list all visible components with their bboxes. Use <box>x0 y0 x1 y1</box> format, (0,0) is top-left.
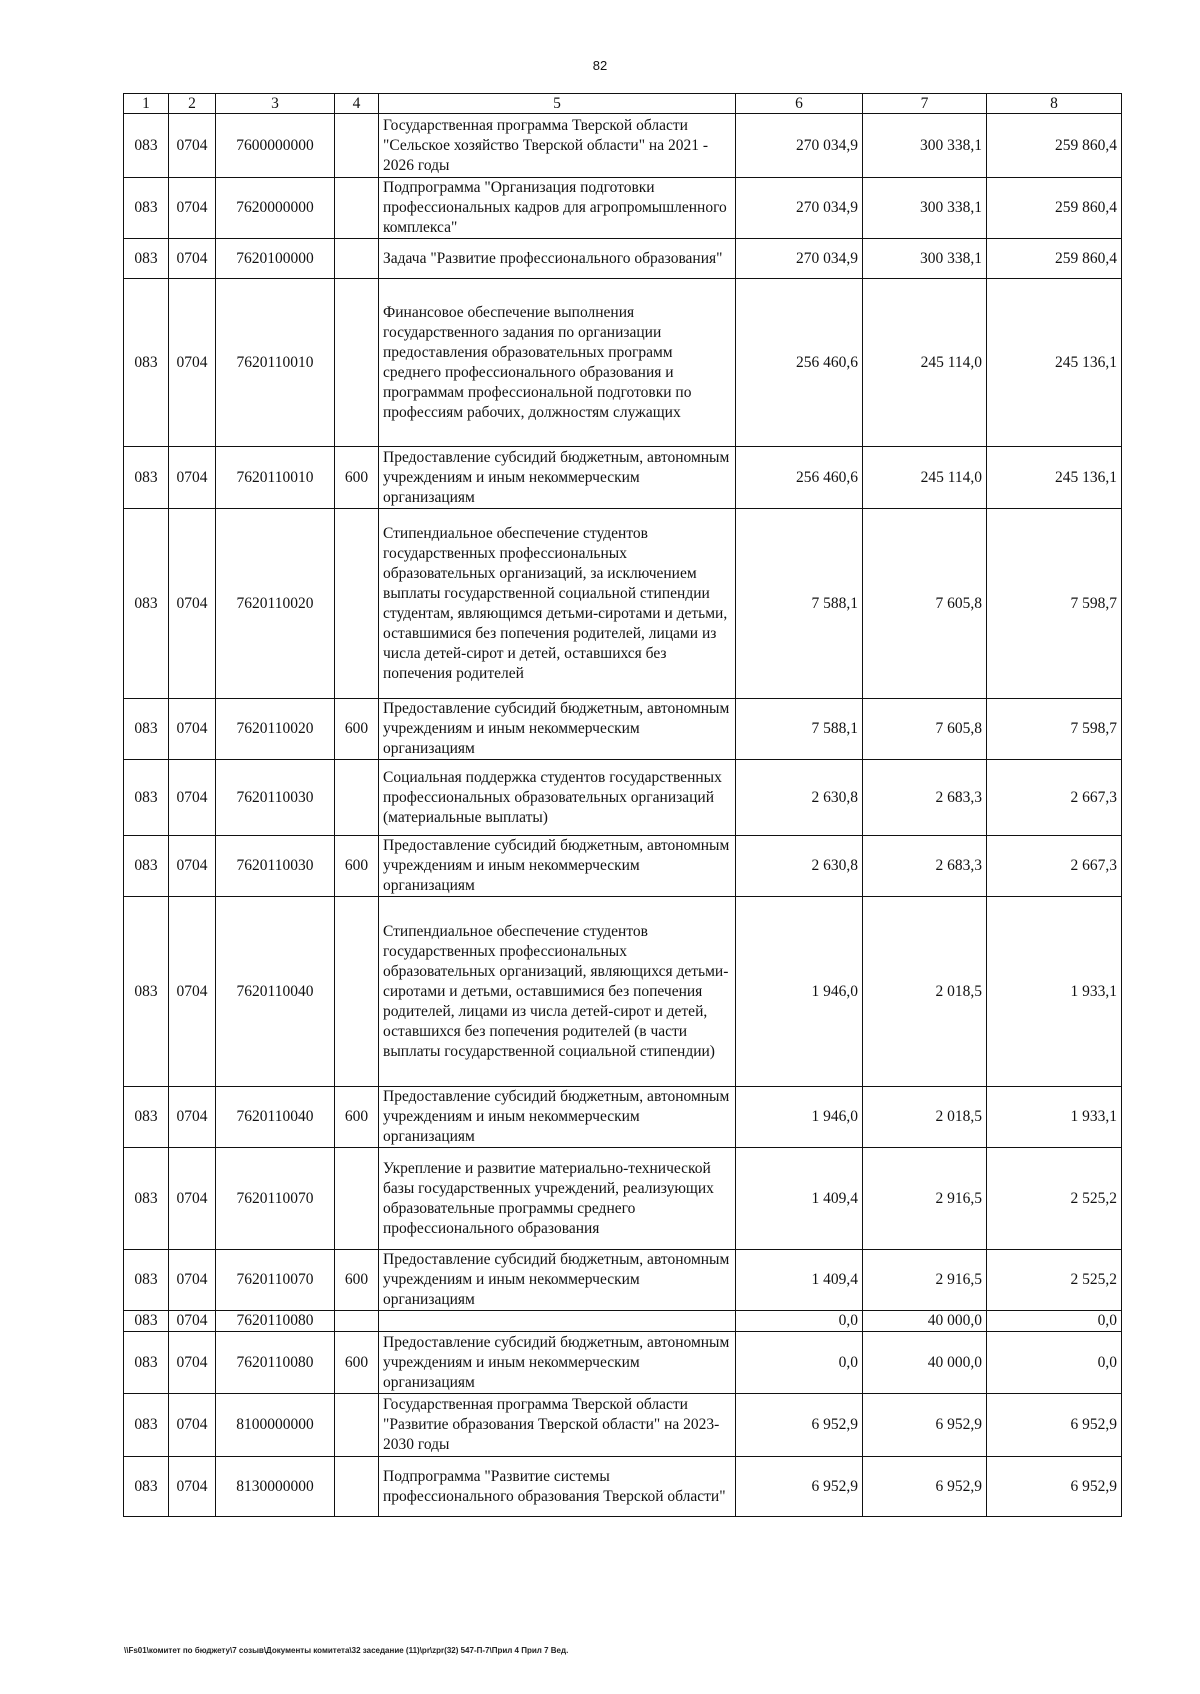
description-cell: Подпрограмма "Организация подготовки профессиональных кадров для агропромышленного комплекса" <box>379 178 736 239</box>
column-header: 6 <box>736 94 863 114</box>
table-row <box>124 178 1122 239</box>
target-article-cell: 7620100000 <box>216 239 335 279</box>
section-code-cell: 0704 <box>169 178 216 239</box>
section-code-cell: 0704 <box>169 1394 216 1457</box>
target-article-cell: 7620110040 <box>216 897 335 1087</box>
description-cell: Стипендиальное обеспечение студентов государственных профессиональных образовательных организаций, за исключением выплаты государственной социальной стипендии студентам, являющимся детьми-сиротами и детьми, оставшимися без попечения родителей, лицами из числа детей-сирот и детей, оставшихся без попечения родителей <box>379 509 736 699</box>
expense-type-cell <box>335 760 379 836</box>
column-header: 1 <box>124 94 169 114</box>
amount-col6-cell: 1 946,0 <box>736 897 863 1087</box>
target-article-cell: 7620110010 <box>216 279 335 447</box>
amount-col7-cell: 7 605,8 <box>863 699 987 760</box>
amount-col6-cell: 270 034,9 <box>736 114 863 178</box>
amount-col6-cell: 1 946,0 <box>736 1087 863 1148</box>
expense-type-cell <box>335 1394 379 1457</box>
amount-col6-cell: 6 952,9 <box>736 1457 863 1517</box>
table-row <box>124 447 1122 509</box>
department-code-cell: 083 <box>124 897 169 1087</box>
amount-col7-cell: 2 018,5 <box>863 897 987 1087</box>
description-cell: Предоставление субсидий бюджетным, автономным учреждениям и иным некоммерческим организациям <box>379 447 736 509</box>
expense-type-cell <box>335 279 379 447</box>
amount-col7-cell: 300 338,1 <box>863 178 987 239</box>
amount-col8-cell: 2 667,3 <box>987 836 1122 897</box>
expense-type-cell: 600 <box>335 1332 379 1394</box>
section-code-cell: 0704 <box>169 1457 216 1517</box>
description-cell: Социальная поддержка студентов государственных профессиональных образовательных организаций (материальные выплаты) <box>379 760 736 836</box>
amount-col7-cell: 2 683,3 <box>863 836 987 897</box>
expense-type-cell: 600 <box>335 1250 379 1311</box>
amount-col8-cell: 7 598,7 <box>987 699 1122 760</box>
department-code-cell: 083 <box>124 1087 169 1148</box>
section-code-cell: 0704 <box>169 114 216 178</box>
amount-col7-cell: 2 018,5 <box>863 1087 987 1148</box>
department-code-cell: 083 <box>124 1332 169 1394</box>
table-row <box>124 1457 1122 1517</box>
target-article-cell: 7620000000 <box>216 178 335 239</box>
department-code-cell: 083 <box>124 114 169 178</box>
expense-type-cell: 600 <box>335 699 379 760</box>
table-row <box>124 760 1122 836</box>
target-article-cell: 7620110070 <box>216 1250 335 1311</box>
description-cell: Укрепление и развитие материально-технической базы государственных учреждений, реализующих образовательные программы среднего профессионального образования <box>379 1148 736 1250</box>
target-article-cell: 7620110080 <box>216 1332 335 1394</box>
description-cell: Предоставление субсидий бюджетным, автономным учреждениям и иным некоммерческим организациям <box>379 1087 736 1148</box>
expense-type-cell <box>335 239 379 279</box>
target-article-cell: 7620110070 <box>216 1148 335 1250</box>
section-code-cell: 0704 <box>169 279 216 447</box>
description-cell <box>379 1311 736 1332</box>
target-article-cell: 8130000000 <box>216 1457 335 1517</box>
amount-col7-cell: 40 000,0 <box>863 1332 987 1394</box>
amount-col6-cell: 256 460,6 <box>736 279 863 447</box>
budget-table <box>123 93 1122 1517</box>
section-code-cell: 0704 <box>169 1148 216 1250</box>
department-code-cell: 083 <box>124 1250 169 1311</box>
amount-col6-cell: 1 409,4 <box>736 1148 863 1250</box>
amount-col8-cell: 2 525,2 <box>987 1250 1122 1311</box>
section-code-cell: 0704 <box>169 1087 216 1148</box>
department-code-cell: 083 <box>124 1311 169 1332</box>
department-code-cell: 083 <box>124 279 169 447</box>
department-code-cell: 083 <box>124 1148 169 1250</box>
amount-col6-cell: 1 409,4 <box>736 1250 863 1311</box>
table-row <box>124 279 1122 447</box>
amount-col7-cell: 245 114,0 <box>863 279 987 447</box>
table-row <box>124 699 1122 760</box>
description-cell: Государственная программа Тверской области "Развитие образования Тверской области" на 2023-2030 годы <box>379 1394 736 1457</box>
department-code-cell: 083 <box>124 1394 169 1457</box>
table-row <box>124 1311 1122 1332</box>
section-code-cell: 0704 <box>169 239 216 279</box>
target-article-cell: 7620110080 <box>216 1311 335 1332</box>
amount-col8-cell: 1 933,1 <box>987 897 1122 1087</box>
column-header: 3 <box>216 94 335 114</box>
amount-col7-cell: 2 916,5 <box>863 1148 987 1250</box>
table-row <box>124 1148 1122 1250</box>
amount-col6-cell: 270 034,9 <box>736 178 863 239</box>
amount-col7-cell: 40 000,0 <box>863 1311 987 1332</box>
amount-col8-cell: 1 933,1 <box>987 1087 1122 1148</box>
amount-col7-cell: 2 916,5 <box>863 1250 987 1311</box>
column-header: 8 <box>987 94 1122 114</box>
description-cell: Предоставление субсидий бюджетным, автономным учреждениям и иным некоммерческим организациям <box>379 1332 736 1394</box>
amount-col8-cell: 0,0 <box>987 1311 1122 1332</box>
section-code-cell: 0704 <box>169 699 216 760</box>
expense-type-cell <box>335 1311 379 1332</box>
amount-col8-cell: 259 860,4 <box>987 114 1122 178</box>
expense-type-cell <box>335 178 379 239</box>
department-code-cell: 083 <box>124 447 169 509</box>
department-code-cell: 083 <box>124 760 169 836</box>
description-cell: Финансовое обеспечение выполнения государственного задания по организации предоставления образовательных программ среднего профессионального образования и программам профессиональной подготовки по профессиям рабочих, должностям служащих <box>379 279 736 447</box>
expense-type-cell <box>335 1148 379 1250</box>
amount-col6-cell: 2 630,8 <box>736 836 863 897</box>
table-row <box>124 897 1122 1087</box>
amount-col6-cell: 7 588,1 <box>736 699 863 760</box>
amount-col7-cell: 6 952,9 <box>863 1394 987 1457</box>
target-article-cell: 7620110010 <box>216 447 335 509</box>
amount-col6-cell: 0,0 <box>736 1311 863 1332</box>
amount-col8-cell: 245 136,1 <box>987 447 1122 509</box>
target-article-cell: 7600000000 <box>216 114 335 178</box>
section-code-cell: 0704 <box>169 1250 216 1311</box>
amount-col7-cell: 2 683,3 <box>863 760 987 836</box>
amount-col8-cell: 0,0 <box>987 1332 1122 1394</box>
description-cell: Предоставление субсидий бюджетным, автономным учреждениям и иным некоммерческим организациям <box>379 1250 736 1311</box>
table-row <box>124 1250 1122 1311</box>
amount-col6-cell: 256 460,6 <box>736 447 863 509</box>
department-code-cell: 083 <box>124 239 169 279</box>
amount-col7-cell: 7 605,8 <box>863 509 987 699</box>
amount-col8-cell: 7 598,7 <box>987 509 1122 699</box>
expense-type-cell <box>335 897 379 1087</box>
column-header: 7 <box>863 94 987 114</box>
section-code-cell: 0704 <box>169 897 216 1087</box>
description-cell: Стипендиальное обеспечение студентов государственных профессиональных образовательных организаций, являющихся детьми-сиротами и детьми, оставшимися без попечения родителей, лицами из числа детей-сирот и детей, оставшихся без попечения родителей (в части выплаты государственной социальной стипендии) <box>379 897 736 1087</box>
section-code-cell: 0704 <box>169 447 216 509</box>
expense-type-cell: 600 <box>335 447 379 509</box>
amount-col8-cell: 2 667,3 <box>987 760 1122 836</box>
expense-type-cell <box>335 1457 379 1517</box>
amount-col6-cell: 0,0 <box>736 1332 863 1394</box>
description-cell: Задача "Развитие профессионального образования" <box>379 239 736 279</box>
amount-col8-cell: 259 860,4 <box>987 178 1122 239</box>
table-row <box>124 239 1122 279</box>
file-path-footer: \\Fs01\комитет по бюджету\7 созыв\Документы комитета\32 заседание (11)\pr\zpr(32) 547-П-7\Прил 4 Прил 7 Вед. <box>124 1646 569 1655</box>
amount-col8-cell: 6 952,9 <box>987 1394 1122 1457</box>
expense-type-cell: 600 <box>335 836 379 897</box>
amount-col7-cell: 6 952,9 <box>863 1457 987 1517</box>
department-code-cell: 083 <box>124 699 169 760</box>
department-code-cell: 083 <box>124 178 169 239</box>
description-cell: Предоставление субсидий бюджетным, автономным учреждениям и иным некоммерческим организациям <box>379 836 736 897</box>
description-cell: Государственная программа Тверской области "Сельское хозяйство Тверской области" на 2021 - 2026 годы <box>379 114 736 178</box>
expense-type-cell: 600 <box>335 1087 379 1148</box>
target-article-cell: 8100000000 <box>216 1394 335 1457</box>
section-code-cell: 0704 <box>169 760 216 836</box>
table-row <box>124 509 1122 699</box>
amount-col8-cell: 6 952,9 <box>987 1457 1122 1517</box>
department-code-cell: 083 <box>124 509 169 699</box>
description-cell: Подпрограмма "Развитие системы профессионального образования Тверской области" <box>379 1457 736 1517</box>
target-article-cell: 7620110040 <box>216 1087 335 1148</box>
amount-col8-cell: 2 525,2 <box>987 1148 1122 1250</box>
section-code-cell: 0704 <box>169 1332 216 1394</box>
target-article-cell: 7620110020 <box>216 509 335 699</box>
table-row <box>124 1087 1122 1148</box>
section-code-cell: 0704 <box>169 509 216 699</box>
expense-type-cell <box>335 509 379 699</box>
column-header: 2 <box>169 94 216 114</box>
amount-col8-cell: 245 136,1 <box>987 279 1122 447</box>
department-code-cell: 083 <box>124 1457 169 1517</box>
table-row <box>124 1394 1122 1457</box>
amount-col6-cell: 6 952,9 <box>736 1394 863 1457</box>
target-article-cell: 7620110020 <box>216 699 335 760</box>
target-article-cell: 7620110030 <box>216 836 335 897</box>
expense-type-cell <box>335 114 379 178</box>
amount-col6-cell: 270 034,9 <box>736 239 863 279</box>
department-code-cell: 083 <box>124 836 169 897</box>
section-code-cell: 0704 <box>169 1311 216 1332</box>
target-article-cell: 7620110030 <box>216 760 335 836</box>
table-row <box>124 836 1122 897</box>
amount-col7-cell: 245 114,0 <box>863 447 987 509</box>
page-number: 82 <box>592 58 608 73</box>
section-code-cell: 0704 <box>169 836 216 897</box>
amount-col7-cell: 300 338,1 <box>863 239 987 279</box>
amount-col7-cell: 300 338,1 <box>863 114 987 178</box>
amount-col8-cell: 259 860,4 <box>987 239 1122 279</box>
table-row <box>124 114 1122 178</box>
header-row <box>124 94 1122 114</box>
amount-col6-cell: 7 588,1 <box>736 509 863 699</box>
table-row <box>124 1332 1122 1394</box>
amount-col6-cell: 2 630,8 <box>736 760 863 836</box>
column-header: 4 <box>335 94 379 114</box>
description-cell: Предоставление субсидий бюджетным, автономным учреждениям и иным некоммерческим организациям <box>379 699 736 760</box>
column-header: 5 <box>379 94 736 114</box>
